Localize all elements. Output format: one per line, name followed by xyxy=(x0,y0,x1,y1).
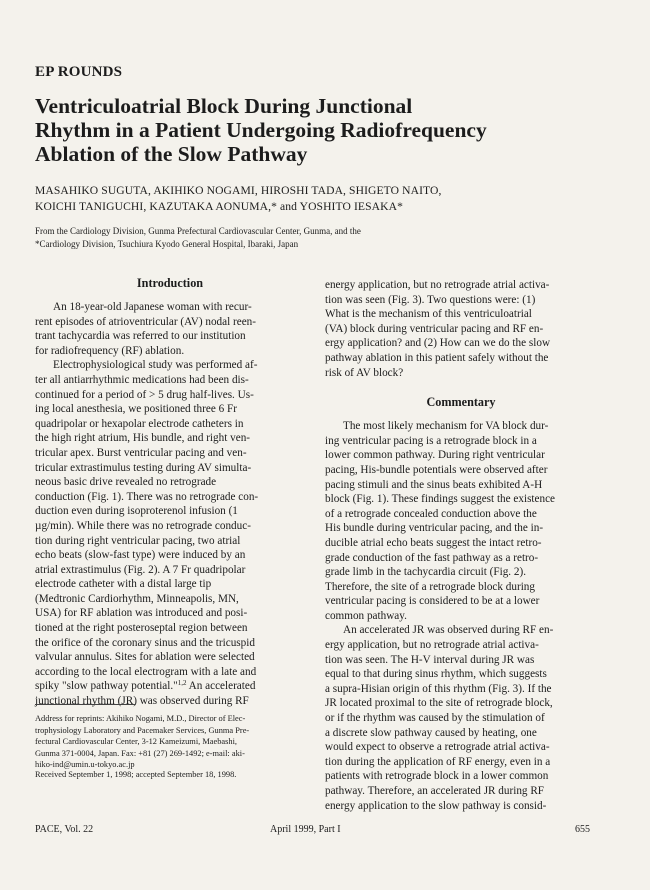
text-line: valvular annulus. Sites for ablation were selected xyxy=(35,651,255,664)
article-title xyxy=(35,94,595,166)
introduction-paragraph-2 xyxy=(35,358,305,708)
text-line: tioned at the right posteroseptal region between xyxy=(35,622,248,635)
text-line: pathway ablation in this patient safely without the xyxy=(325,351,549,364)
title-line: Ventriculoatrial Block During Junctional xyxy=(35,94,413,118)
text-line: An 18-year-old Japanese woman with recur- xyxy=(53,301,252,313)
text-line: rent episodes of atrioventricular (AV) nodal reen- xyxy=(35,315,256,328)
text-line: tion was seen. The H-V interval during JR was xyxy=(325,653,535,666)
text-line: equal to that during sinus rhythm, which suggests xyxy=(325,668,547,681)
title-line: Rhythm in a Patient Undergoing Radiofrequency xyxy=(35,118,487,142)
title-line: Ablation of the Slow Pathway xyxy=(35,142,308,166)
commentary-paragraph-2 xyxy=(325,623,597,813)
text-line: common pathway. xyxy=(325,609,407,622)
footnote-line: hiko-ind@umin.u-tokyo.ac.jp xyxy=(35,760,135,769)
introduction-paragraph-1 xyxy=(35,300,305,358)
text-line: for radiofrequency (RF) ablation. xyxy=(35,344,185,357)
footnote-line: Gunma 371-0004, Japan. Fax: +81 (27) 269-1492; e-mail: aki- xyxy=(35,748,245,758)
text-line: pathway. Therefore, an accelerated JR during RF xyxy=(325,785,545,797)
commentary-heading: Commentary xyxy=(426,395,496,410)
text-line: tion during the application of RF energy, even in a xyxy=(325,755,551,768)
affiliation-line: *Cardiology Division, Tsuchiura Kyodo General Hospital, Ibaraki, Japan xyxy=(35,239,299,249)
text-line: a discrete slow pathway caused by heating, one xyxy=(325,726,537,739)
reprint-footnote xyxy=(35,713,305,771)
left-column xyxy=(35,275,305,709)
footer-journal: PACE, Vol. 22 xyxy=(35,824,94,835)
section-label: EP ROUNDS xyxy=(35,64,123,80)
text-line: lower common pathway. During right ventricular xyxy=(325,449,545,462)
text-line: ergy application, but no retrograde atrial activa- xyxy=(325,639,539,652)
footnote-line: Address for reprints: Akihiko Nogami, M.D., Director of Elec- xyxy=(35,714,246,723)
text-line: duction even during isoproterenol infusion (1 xyxy=(35,505,238,518)
text-line: the high right atrium, His bundle, and right ven- xyxy=(35,432,251,445)
text-line: would expect to observe a retrograde atrial activa- xyxy=(325,741,550,754)
text-line: block (Fig. 1). These findings suggest the existence xyxy=(325,493,556,506)
text-line: risk of AV block? xyxy=(325,366,404,379)
text-line: USA) for RF ablation was introduced and posi- xyxy=(35,607,248,620)
text-line: ing local anesthesia, we positioned three 6 Fr xyxy=(35,403,237,416)
text-line: the orifice of the coronary sinus and the tricuspid xyxy=(35,636,255,649)
right-column xyxy=(325,278,597,813)
text-line: according to the local electrogram with a late and xyxy=(35,665,257,678)
author-line: KOICHI TANIGUCHI, KAZUTAKA AONUMA,* and YOSHITO IESAKA* xyxy=(35,200,403,213)
text-line: Therefore, the site of a retrograde block during xyxy=(325,580,535,593)
text-line: ventricular pacing is considered to be at a lower xyxy=(325,595,540,608)
text-line: tricular extrastimulus testing during AV simulta- xyxy=(35,461,252,474)
text-line: junctional rhythm (JR) was observed during RF xyxy=(35,695,249,708)
text-line: tion was seen (Fig. 3). Two questions were: (1) xyxy=(325,293,536,306)
text-line: quadripolar or hexapolar electrode catheters in xyxy=(35,417,244,430)
text-line: energy application to the slow pathway is consid- xyxy=(325,799,547,812)
affiliation xyxy=(35,225,625,251)
text-line: ter all antiarrhythmic medications had been dis- xyxy=(35,373,249,386)
text-line: tion during right ventricular pacing, two atrial xyxy=(35,534,241,547)
text-line: energy application, but no retrograde atrial activa- xyxy=(325,279,550,291)
text-line: (VA) block during ventricular pacing and RF en- xyxy=(325,322,544,335)
text-line: or if the rhythm was caused by the stimulation of xyxy=(325,712,545,725)
text-line: ducible atrial echo beats suggest the intact retro- xyxy=(325,536,542,549)
text-line: An accelerated JR was observed during RF en- xyxy=(343,624,554,637)
text-line: µg/min). While there was no retrograde conduc- xyxy=(35,519,251,532)
text-line: (Medtronic Cardiorhythm, Minneapolis, MN, xyxy=(35,592,239,605)
footer-issue: April 1999, Part I xyxy=(270,824,341,835)
text-fragment: An accelerated xyxy=(186,680,256,693)
footnote-divider xyxy=(35,704,135,705)
text-line: pacing stimuli and the sinus beats exhibited A-H xyxy=(325,478,543,491)
text-line: ergy application? and (2) How can we do the slow xyxy=(325,337,551,350)
text-line: grade limb in the tachycardia circuit (Fig. 2). xyxy=(325,566,526,579)
text-line-with-citation xyxy=(35,679,305,694)
author-line: MASAHIKO SUGUTA, AKIHIKO NOGAMI, HIROSHI TADA, SHIGETO NAITO, xyxy=(35,184,442,197)
introduction-continuation xyxy=(325,278,597,380)
text-line: electrode catheter with a distal large tip xyxy=(35,578,212,591)
text-line: continued for a period of > 5 drug half-lives. Us- xyxy=(35,388,254,401)
footnote-line: fectural Cardiovascular Center, 3-12 Kameizumi, Maebashi, xyxy=(35,737,237,746)
footnote-line: trophysiology Laboratory and Pacemaker Services, Gunma Pre- xyxy=(35,725,250,735)
text-line: Electrophysiological study was performed af- xyxy=(53,359,258,372)
text-line: JR located proximal to the site of retrograde block, xyxy=(325,697,553,710)
commentary-paragraph-1 xyxy=(325,419,597,623)
affiliation-line: From the Cardiology Division, Gunma Prefectural Cardiovascular Center, Gunma, and the xyxy=(35,226,361,236)
text-line: patients with retrograde block in a lower common xyxy=(325,770,549,783)
text-line: atrial extrastimulus (Fig. 2). A 7 Fr quadripolar xyxy=(35,563,246,576)
text-line: His bundle during ventricular pacing, and the in- xyxy=(325,522,544,535)
text-line: of a retrograde concealed conduction above the xyxy=(325,507,537,520)
text-line: pacing, His-bundle potentials were observed after xyxy=(325,463,548,476)
text-line: ing ventricular pacing is a retrograde block in a xyxy=(325,434,537,447)
text-line: grade conduction of the fast pathway as a retro- xyxy=(325,551,539,564)
author-list xyxy=(35,183,625,215)
text-line: a supra-Hisian origin of this rhythm (Fig. 3). If the xyxy=(325,682,552,695)
page-number: 655 xyxy=(575,824,590,835)
text-fragment: spiky "slow pathway potential." xyxy=(35,680,178,693)
text-line: The most likely mechanism for VA block dur- xyxy=(343,420,549,433)
text-line: trant tachycardia was referred to our institution xyxy=(35,330,246,343)
text-line: echo beats (slow-fast type) were induced by an xyxy=(35,549,246,562)
citation-superscript: 1,2 xyxy=(177,679,187,688)
introduction-heading: Introduction xyxy=(136,276,204,290)
received-dates: Received September 1, 1998; accepted September 18, 1998. xyxy=(35,770,237,779)
text-line: neous basic drive revealed no retrograde xyxy=(35,476,217,489)
text-line: tricular apex. Burst ventricular pacing and ven- xyxy=(35,446,247,459)
text-line: conduction (Fig. 1). There was no retrograde con- xyxy=(35,490,259,503)
text-line: What is the mechanism of this ventriculoatrial xyxy=(325,308,532,321)
